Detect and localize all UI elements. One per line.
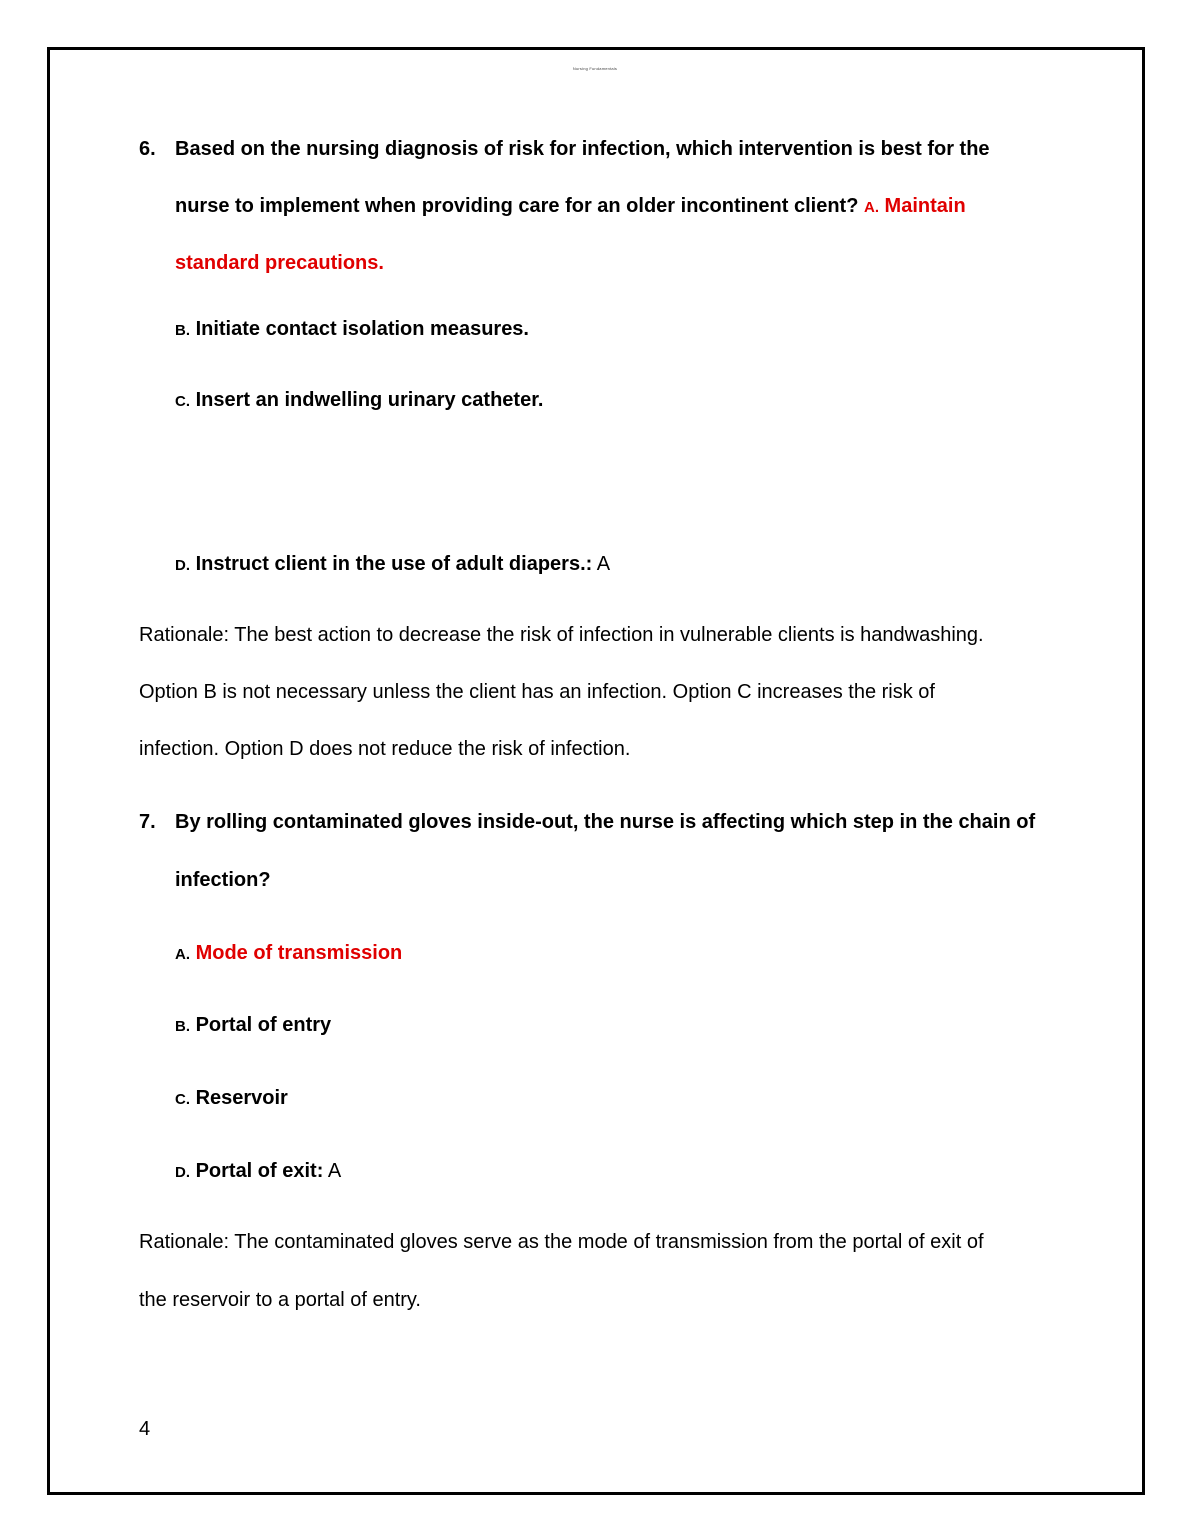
question-6-option-d-letter: D. [175, 557, 190, 574]
question-7-option-b-text: Portal of entry [195, 1014, 332, 1036]
question-7-option-d-text: Portal of exit: [195, 1160, 324, 1182]
question-6-option-d-text: Instruct client in the use of adult diapers.: [195, 553, 593, 575]
question-7-stem-line2: infection? [175, 869, 271, 891]
question-6-number: 6. [139, 138, 156, 160]
question-7-option-c-text: Reservoir [195, 1087, 288, 1109]
question-6-option-a-letter: A. [863, 199, 879, 216]
header-text: Nursing Fundamentals [572, 66, 618, 71]
question-7-answer: A [327, 1160, 342, 1182]
question-7-stem-line1: By rolling contaminated gloves inside-out, the nurse is affecting which step in the chain of [175, 811, 1036, 833]
question-7-option-a-letter: A. [175, 946, 190, 963]
question-6-rationale-line2: Option B is not necessary unless the client has an infection. Option C increases the risk of [139, 681, 935, 703]
question-7-rationale-line1: Rationale: The contaminated gloves serve as the mode of transmission from the portal of exit of [139, 1231, 984, 1253]
page-number: 4 [139, 1418, 151, 1440]
question-6-option-c-letter: C. [175, 393, 190, 410]
question-7-option-c [175, 1087, 288, 1110]
question-6-option-d [175, 553, 610, 576]
question-7-option-b-letter: B. [175, 1018, 190, 1035]
question-7-number: 7. [139, 811, 156, 833]
question-6-option-b-letter: B. [175, 322, 190, 339]
question-6-option-a-text-part2: standard precautions. [175, 252, 384, 274]
question-7-rationale-line2: the reservoir to a portal of entry. [139, 1289, 421, 1311]
question-7-option-d-letter: D. [175, 1164, 190, 1181]
question-7-option-d [175, 1160, 341, 1183]
question-6-option-b-text: Initiate contact isolation measures. [195, 318, 529, 340]
question-7-option-c-letter: C. [175, 1091, 190, 1108]
question-7-option-b [175, 1014, 331, 1037]
question-6-option-a-text-part1: Maintain [884, 195, 966, 217]
question-6-rationale-line1: Rationale: The best action to decrease the risk of infection in vulnerable clients is handwashing. [139, 624, 984, 646]
question-6-stem-line1: Based on the nursing diagnosis of risk for infection, which intervention is best for the [175, 138, 990, 160]
question-7-option-a [175, 942, 402, 965]
question-6-option-c [175, 389, 543, 412]
question-6-stem-line2: nurse to implement when providing care for an older incontinent client? [175, 195, 859, 217]
question-6-option-b [175, 318, 529, 341]
question-7-option-a-text: Mode of transmission [195, 942, 403, 964]
question-6-answer: A [596, 553, 611, 575]
question-6-stem-line2-row [175, 195, 966, 218]
question-6-rationale-line3: infection. Option D does not reduce the risk of infection. [139, 738, 631, 760]
question-6-option-c-text: Insert an indwelling urinary catheter. [195, 389, 544, 411]
